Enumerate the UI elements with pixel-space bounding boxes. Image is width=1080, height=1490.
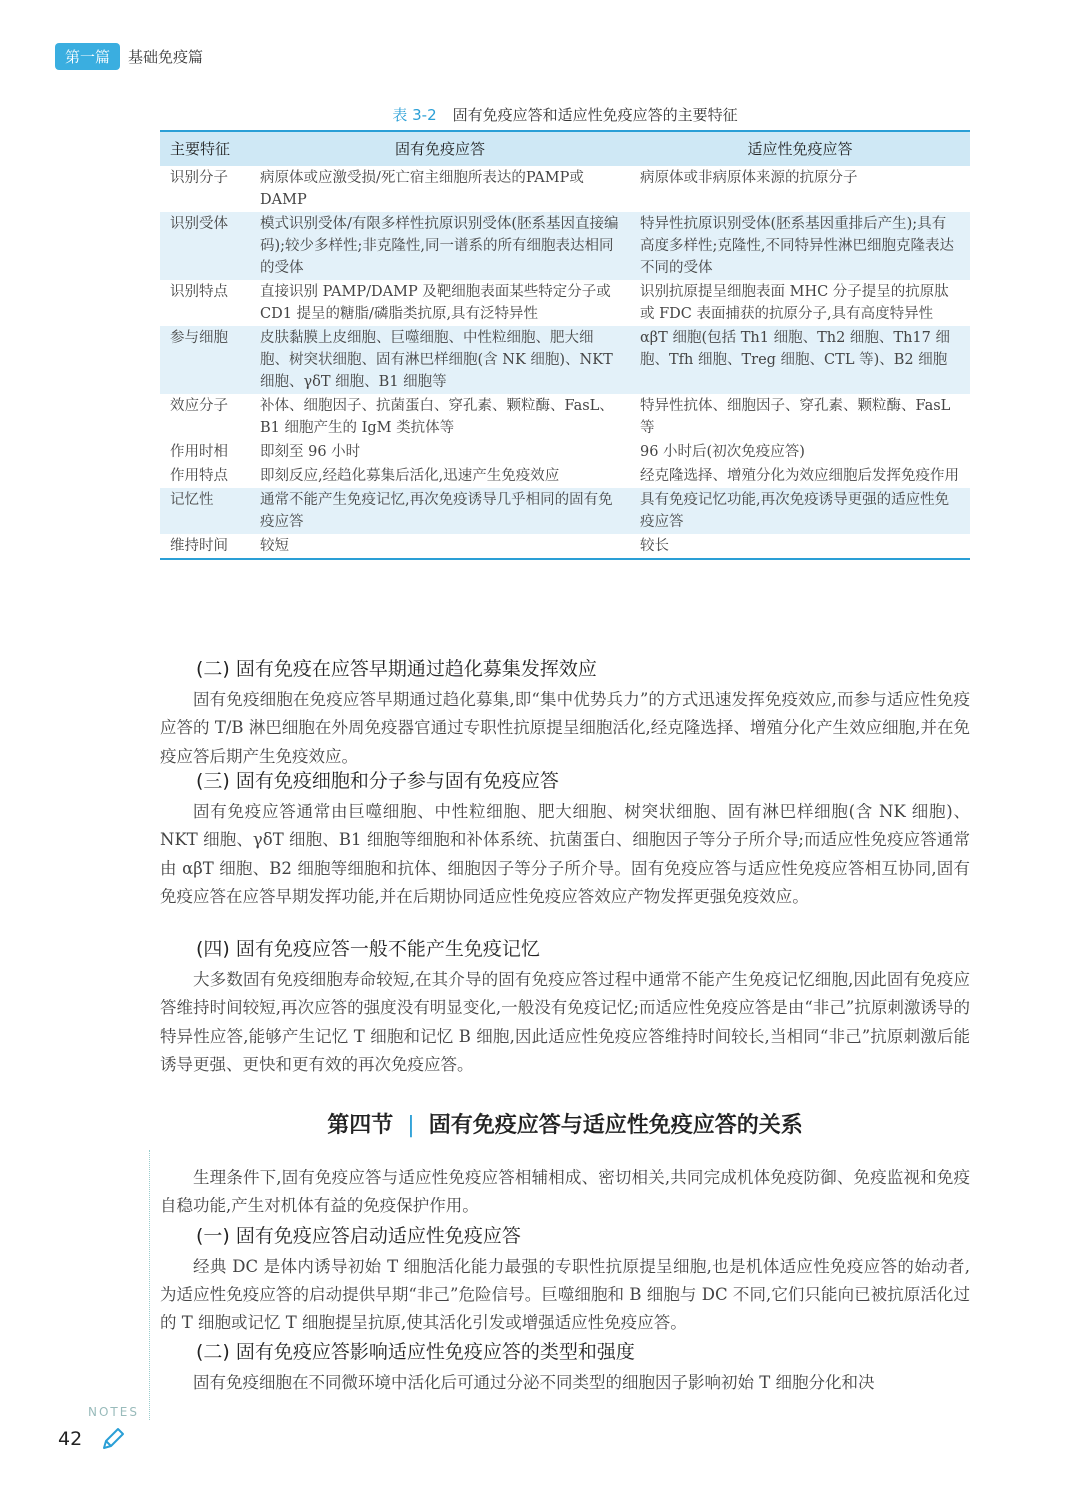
innate-cell: 较短 <box>250 534 630 559</box>
table-header-row <box>160 131 970 166</box>
table-caption <box>160 104 970 125</box>
table-number: 表 3-2 <box>392 106 437 124</box>
feature-cell: 效应分子 <box>170 398 228 414</box>
paragraph: 生理条件下,固有免疫应答与适应性免疫应答相辅相成、密切相关,共同完成机体免疫防御、免疫监视和免疫自稳功能,产生对机体有益的免疫保护作用。 <box>160 1168 970 1216</box>
column-header: 主要特征 <box>160 131 250 166</box>
table-title: 固有免疫应答和适应性免疫应答的主要特征 <box>452 106 738 124</box>
table-row <box>160 534 970 559</box>
adaptive-cell: 经克隆选择、增殖分化为效应细胞后发挥免疫作用 <box>640 468 959 484</box>
adaptive-cell: 具有免疫记忆功能,再次免疫诱导更强的适应性免疫应答 <box>630 488 970 534</box>
adaptive-cell: 病原体或非病原体来源的抗原分子 <box>640 170 858 186</box>
innate-cell: 皮肤黏膜上皮细胞、巨噬细胞、中性粒细胞、肥大细胞、树突状细胞、固有淋巴样细胞(含 NK 细胞)、NKT 细胞、γδT 细胞、B1 细胞等 <box>250 326 630 394</box>
feature-cell: 记忆性 <box>160 488 250 534</box>
feature-cell: 识别分子 <box>170 170 228 186</box>
feature-cell: 识别受体 <box>160 212 250 280</box>
notes-divider <box>149 1150 150 1420</box>
adaptive-cell: 特异性抗体、细胞因子、穿孔素、颗粒酶、FasL 等 <box>640 398 951 436</box>
adaptive-cell: 96 小时后(初次免疫应答) <box>640 444 805 460</box>
section-4-body <box>160 1164 970 1398</box>
feature-cell: 作用时相 <box>170 444 228 460</box>
feature-cell: 维持时间 <box>160 534 250 559</box>
notes-label: NOTES <box>88 1405 139 1419</box>
table-row <box>160 166 970 212</box>
column-header: 固有免疫应答 <box>250 131 630 166</box>
table-row <box>160 464 970 488</box>
table-row <box>160 212 970 280</box>
innate-cell: 病原体或应激受损/死亡宿主细胞所表达的PAMP或 DAMP <box>260 170 584 208</box>
table-row <box>160 488 970 534</box>
feature-table <box>160 130 970 560</box>
subheading: (二) 固有免疫在应答早期通过趋化募集发挥效应 <box>196 658 597 680</box>
subheading: (四) 固有免疫应答一般不能产生免疫记忆 <box>196 938 540 960</box>
adaptive-cell: αβT 细胞(包括 Th1 细胞、Th2 细胞、Th17 细胞、Tfh 细胞、Treg 细胞、CTL 等)、B2 细胞 <box>630 326 970 394</box>
subheading: (一) 固有免疫应答启动适应性免疫应答 <box>196 1224 521 1247</box>
feature-cell: 作用特点 <box>170 468 228 484</box>
section-3 <box>160 766 970 911</box>
paragraph: 固有免疫应答通常由巨噬细胞、中性粒细胞、肥大细胞、树突状细胞、固有淋巴样细胞(含 NK 细胞)、NKT 细胞、γδT 细胞、B1 细胞等细胞和补体系统、抗菌蛋白、细胞因子等分子所介导;而适应性免疫应答通常由 αβT 细胞、B2 细胞等细胞和抗体、细胞因子等分子所介导。固有免疫应答与适应性免疫应答相互协同,固有免疫应答在应答早期发挥功能,并在后期协同适应性免疫应答效应产物发挥更强免疫效应。 <box>160 802 970 906</box>
section-number: 第四节 <box>327 1113 394 1138</box>
innate-cell: 通常不能产生免疫记忆,再次免疫诱导几乎相同的固有免疫应答 <box>250 488 630 534</box>
paragraph: 大多数固有免疫细胞寿命较短,在其介导的固有免疫应答过程中通常不能产生免疫记忆细胞,因此固有免疫应答维持时间较短,再次应答的强度没有明显变化,一般没有免疫记忆;而适应性免疫应答是由“非己”抗原刺激诱导的特异性应答,能够产生记忆 T 细胞和记忆 B 细胞,因此适应性免疫应答维持时间较长,当相同“非己”抗原刺激后能诱导更强、更快和更有效的再次免疫应答。 <box>160 970 970 1074</box>
subheading: (三) 固有免疫细胞和分子参与固有免疫应答 <box>196 770 559 792</box>
section-separator: | <box>407 1113 415 1138</box>
adaptive-cell: 识别抗原提呈细胞表面 MHC 分子提呈的抗原肽或 FDC 表面捕获的抗原分子,具有高度特异性 <box>640 284 949 322</box>
innate-cell: 补体、细胞因子、抗菌蛋白、穿孔素、颗粒酶、FasL、B1 细胞产生的 IgM 类抗体等 <box>260 398 614 436</box>
innate-cell: 模式识别受体/有限多样性抗原识别受体(胚系基因直接编码);较少多样性;非克隆性,同一谱系的所有细胞表达相同的受体 <box>250 212 630 280</box>
innate-cell: 即刻至 96 小时 <box>260 444 361 460</box>
section-name: 固有免疫应答与适应性免疫应答的关系 <box>428 1113 803 1138</box>
table-row <box>160 326 970 394</box>
subheading: (二) 固有免疫应答影响适应性免疫应答的类型和强度 <box>196 1341 635 1364</box>
adaptive-cell: 较长 <box>630 534 970 559</box>
part-name: 基础免疫篇 <box>128 47 204 66</box>
paragraph: 经典 DC 是体内诱导初始 T 细胞活化能力最强的专职性抗原提呈细胞,也是机体适应性免疫应答的始动者,为适应性免疫应答的启动提供早期“非己”危险信号。巨噬细胞和 B 细胞与 DC 不同,它们只能向已被抗原活化过的 T 细胞或记忆 T 细胞提呈抗原,使其活化引发或增强适应性免疫应答。 <box>160 1256 970 1333</box>
section-title <box>160 1108 970 1139</box>
paragraph: 固有免疫细胞在不同微环境中活化后可通过分泌不同类型的细胞因子影响初始 T 细胞分化和决 <box>193 1373 875 1393</box>
column-header: 适应性免疫应答 <box>630 131 970 166</box>
table-row <box>160 394 970 440</box>
section-4 <box>160 934 970 1079</box>
paragraph: 固有免疫细胞在免疫应答早期通过趋化募集,即“集中优势兵力”的方式迅速发挥免疫效应,而参与适应性免疫应答的 T/B 淋巴细胞在外周免疫器官通过专职性抗原提呈细胞活化,经克隆选择、增殖分化产生效应细胞,并在免疫应答后期产生免疫效应。 <box>160 690 970 766</box>
innate-cell: 即刻反应,经趋化募集后活化,迅速产生免疫效应 <box>260 468 560 484</box>
adaptive-cell: 特异性抗原识别受体(胚系基因重排后产生);具有高度多样性;克隆性,不同特异性淋巴细胞克隆表达不同的受体 <box>630 212 970 280</box>
innate-cell: 直接识别 PAMP/DAMP 及靶细胞表面某些特定分子或 CD1 提呈的糖脂/磷脂类抗原,具有泛特异性 <box>260 284 611 322</box>
feature-cell: 识别特点 <box>170 284 228 300</box>
feature-cell: 参与细胞 <box>160 326 250 394</box>
part-badge: 第一篇 <box>55 43 120 70</box>
table-row <box>160 440 970 464</box>
page-number: 42 <box>58 1428 83 1450</box>
pencil-icon <box>100 1426 126 1452</box>
running-header <box>55 43 203 69</box>
table-row <box>160 280 970 326</box>
section-2 <box>160 654 970 771</box>
